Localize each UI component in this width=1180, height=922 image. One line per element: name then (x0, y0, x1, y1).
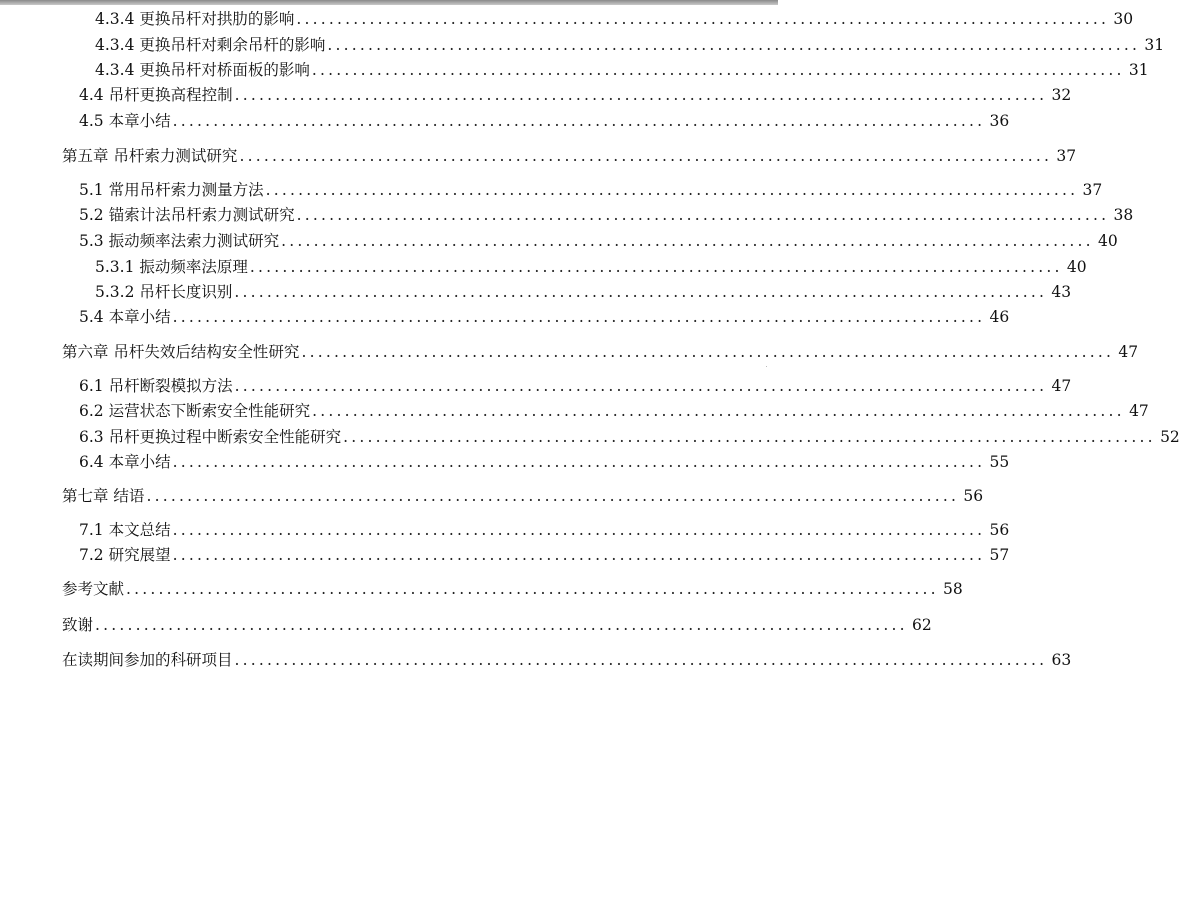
toc-entry-page: 56 (963, 487, 984, 505)
toc-entry[interactable] (79, 180, 1103, 200)
toc-entry-page: 47 (1118, 343, 1139, 361)
toc-entry-page: 40 (1066, 258, 1087, 276)
dot-leader: .................................................................................................... (146, 487, 960, 505)
toc-entry-title: 4.3.4 更换吊杆对桥面板的影响 (95, 61, 310, 79)
dot-leader: .................................................................................................... (95, 616, 908, 634)
toc-entry-title: 5.3 振动频率法索力测试研究 (79, 232, 280, 250)
toc-entry-title: 6.4 本章小结 (79, 453, 171, 471)
dot-leader: .................................................................................................... (301, 343, 1115, 361)
dot-leader: .................................................................................................... (281, 232, 1094, 250)
toc-entry-title: 4.5 本章小结 (79, 112, 171, 130)
toc-entry-title: 6.1 吊杆断裂模拟方法 (79, 377, 233, 395)
toc-entry-page: 58 (942, 580, 963, 598)
toc-entry-title: 5.3.1 振动频率法原理 (95, 258, 248, 276)
dot-leader: .................................................................................................... (172, 521, 986, 539)
dot-leader: .................................................................................................... (311, 61, 1125, 79)
toc-entry[interactable] (79, 520, 1010, 540)
toc-entry[interactable] (79, 231, 1118, 251)
toc-chapter[interactable] (62, 486, 984, 506)
toc-entry[interactable] (79, 452, 1010, 472)
toc-entry-title: 第七章 结语 (62, 487, 145, 505)
scan-speck (766, 366, 767, 367)
toc-entry-page: 62 (911, 616, 932, 634)
dot-leader: .................................................................................................... (296, 10, 1110, 28)
toc-entry-page: 32 (1051, 86, 1072, 104)
toc-entry-page: 30 (1113, 10, 1134, 28)
toc-entry[interactable] (79, 307, 1010, 327)
toc-entry-page: 47 (1051, 377, 1072, 395)
toc-entry-title: 5.3.2 吊杆长度识别 (95, 283, 233, 301)
toc-entry[interactable] (95, 9, 1134, 29)
toc-entry-title: 7.2 研究展望 (79, 546, 171, 564)
toc-entry-title: 6.2 运营状态下断索安全性能研究 (79, 402, 311, 420)
toc-entry[interactable] (95, 257, 1087, 277)
dot-leader: .................................................................................................... (343, 428, 1156, 446)
toc-entry-page: 52 (1160, 428, 1180, 446)
toc-entry-page: 43 (1051, 283, 1072, 301)
toc-entry-page: 31 (1128, 61, 1149, 79)
dot-leader: .................................................................................................... (265, 181, 1079, 199)
toc-entry-title: 7.1 本文总结 (79, 521, 171, 539)
dot-leader: .................................................................................................... (239, 147, 1053, 165)
toc-entry-page: 40 (1098, 232, 1118, 250)
dot-leader: .................................................................................................... (172, 546, 986, 564)
toc-entry-title: 5.2 锚索计法吊杆索力测试研究 (79, 206, 295, 224)
toc-entry[interactable] (79, 85, 1072, 105)
toc-entry-page: 57 (989, 546, 1010, 564)
toc-entry-page: 63 (1051, 651, 1072, 669)
dot-leader: .................................................................................................... (172, 112, 986, 130)
dot-leader: .................................................................................................... (249, 258, 1063, 276)
dot-leader: .................................................................................................... (327, 36, 1141, 54)
viewer-top-border (0, 0, 778, 5)
toc-entry-page: 47 (1129, 402, 1149, 420)
toc-entry-page: 55 (989, 453, 1010, 471)
toc-entry[interactable] (95, 35, 1165, 55)
toc-entry[interactable] (79, 401, 1149, 421)
toc-entry-title: 参考文献 (62, 580, 125, 598)
toc-entry-title: 4.4 吊杆更换高程控制 (79, 86, 233, 104)
dot-leader: .................................................................................................... (312, 402, 1125, 420)
toc-chapter[interactable] (62, 579, 963, 599)
toc-entry-page: 37 (1082, 181, 1103, 199)
toc-entry-title: 4.3.4 更换吊杆对剩余吊杆的影响 (95, 36, 326, 54)
toc-entry-page: 38 (1113, 206, 1134, 224)
toc-chapter[interactable] (62, 342, 1139, 362)
toc-entry-page: 31 (1144, 36, 1165, 54)
toc-chapter[interactable] (62, 615, 932, 635)
dot-leader: .................................................................................................... (126, 580, 939, 598)
toc-entry-page: 56 (989, 521, 1010, 539)
toc-entry-title: 第六章 吊杆失效后结构安全性研究 (62, 343, 300, 361)
toc-entry[interactable] (95, 282, 1072, 302)
toc-entry-page: 37 (1056, 147, 1077, 165)
dot-leader: .................................................................................................... (234, 86, 1048, 104)
toc-entry[interactable] (79, 205, 1134, 225)
toc-entry[interactable] (79, 376, 1072, 396)
toc-entry-title: 第五章 吊杆索力测试研究 (62, 147, 238, 165)
toc-entry-title: 6.3 吊杆更换过程中断索安全性能研究 (79, 428, 342, 446)
dot-leader: .................................................................................................... (172, 308, 986, 326)
dot-leader: .................................................................................................... (234, 283, 1048, 301)
dot-leader: .................................................................................................... (296, 206, 1110, 224)
dot-leader: .................................................................................................... (172, 453, 986, 471)
toc-entry[interactable] (95, 60, 1149, 80)
toc-entry[interactable] (79, 427, 1180, 447)
dot-leader: .................................................................................................... (234, 377, 1048, 395)
dot-leader: .................................................................................................... (234, 651, 1048, 669)
toc-chapter[interactable] (62, 650, 1072, 670)
toc-entry-title: 4.3.4 更换吊杆对拱肋的影响 (95, 10, 295, 28)
toc-entry-page: 46 (989, 308, 1010, 326)
toc-entry-title: 致谢 (62, 616, 94, 634)
toc-entry-page: 36 (989, 112, 1010, 130)
toc-entry-title: 在读期间参加的科研项目 (62, 651, 233, 669)
toc-entry-title: 5.4 本章小结 (79, 308, 171, 326)
toc-entry[interactable] (79, 545, 1010, 565)
toc-chapter[interactable] (62, 146, 1077, 166)
toc-entry[interactable] (79, 111, 1010, 131)
toc-entry-title: 5.1 常用吊杆索力测量方法 (79, 181, 264, 199)
